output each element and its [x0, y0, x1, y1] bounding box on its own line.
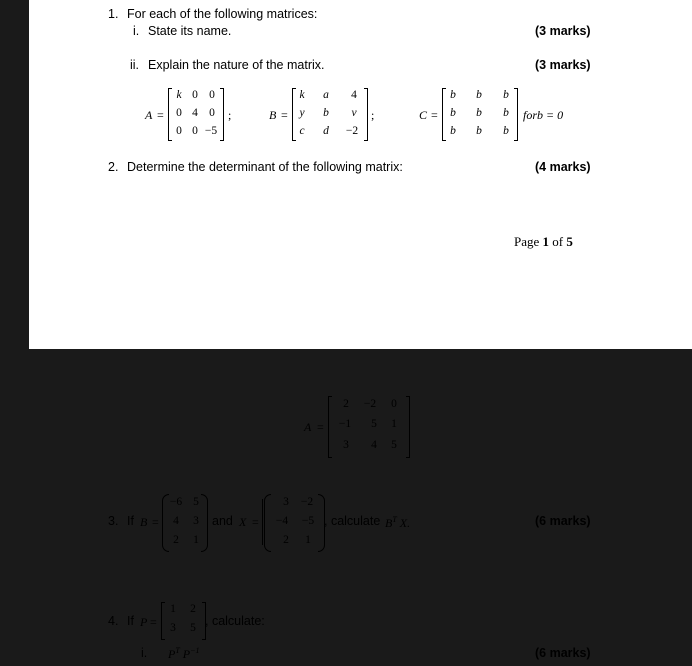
q1-matrix-a-name: A — [145, 108, 153, 122]
matrix-cell: b — [450, 107, 456, 119]
matrix-cell: 5 — [371, 418, 377, 430]
matrix-cell: 0 — [209, 107, 215, 119]
matrix-cell: c — [299, 125, 305, 137]
q3-marks: (6 marks) — [535, 514, 591, 528]
matrix-cell: 4 — [192, 107, 198, 119]
p2-matrix-a — [328, 396, 410, 458]
q1-matrix-b-name: B — [269, 108, 277, 122]
matrix-cell: −2 — [300, 496, 314, 508]
matrix-cell: 1 — [193, 534, 199, 546]
matrix-cell: −2 — [345, 125, 359, 137]
matrix-cell: 5 — [391, 439, 397, 451]
q1-matrix-b-sep: ; — [371, 108, 375, 122]
q4-calc: , calculate: — [205, 614, 265, 628]
matrix-cell: 4 — [371, 439, 377, 451]
matrix-cell: v — [351, 107, 357, 119]
matrix-cell: 3 — [283, 496, 289, 508]
q1-matrix-c — [442, 88, 518, 141]
q3-x-name: X — [239, 515, 247, 529]
q4-number: 4. — [108, 614, 119, 628]
matrix-cell: −6 — [169, 496, 183, 508]
matrix-cell: y — [299, 107, 305, 119]
matrix-cell: −1 — [338, 418, 352, 430]
p2-matrix-a-name: A — [304, 420, 312, 434]
matrix-cell: −2 — [363, 398, 377, 410]
matrix-cell: a — [323, 89, 329, 101]
matrix-cell: −5 — [204, 125, 218, 137]
q1-matrix-a-sep: ; — [228, 108, 232, 122]
matrix-cell: 5 — [190, 622, 196, 634]
q2-number: 2. — [108, 160, 119, 174]
matrix-cell: b — [476, 107, 482, 119]
q1-text: For each of the following matrices: — [127, 7, 318, 21]
matrix-cell: b — [450, 89, 456, 101]
q4-p-name: P — [140, 615, 148, 629]
matrix-cell: k — [176, 89, 182, 101]
matrix-cell: b — [323, 107, 329, 119]
page-footer: Page 1 of 5 — [514, 234, 573, 249]
q3-number: 3. — [108, 514, 119, 528]
matrix-cell: b — [503, 125, 509, 137]
matrix-cell: b — [476, 125, 482, 137]
matrix-cell: 0 — [192, 125, 198, 137]
page2-background — [0, 317, 692, 666]
q2-text: Determine the determinant of the following matrix: — [127, 160, 403, 174]
matrix-cell: d — [323, 125, 329, 137]
q3-calc: , calculate — [324, 514, 381, 528]
matrix-cell: 0 — [391, 398, 397, 410]
matrix-cell: 0 — [209, 89, 215, 101]
matrix-cell: b — [503, 89, 509, 101]
q1-number: 1. — [108, 7, 119, 21]
matrix-cell: 0 — [176, 125, 182, 137]
matrix-cell: 0 — [176, 107, 182, 119]
matrix-cell: 1 — [391, 418, 397, 430]
q4-part-i-expr: $P^T$ $P^{-1}$ — [168, 646, 200, 661]
q1-matrix-c-name: C — [419, 108, 428, 122]
matrix-cell: 2 — [343, 398, 349, 410]
q1-part-i-text: State its name. — [148, 24, 232, 38]
matrix-cell: 5 — [193, 496, 199, 508]
q1-part-ii-marks: (3 marks) — [535, 58, 591, 72]
matrix-cell: 2 — [190, 603, 196, 615]
matrix-cell: 1 — [305, 534, 311, 546]
matrix-cell: 3 — [343, 439, 349, 451]
matrix-cell: b — [450, 125, 456, 137]
q3-b-name: B — [140, 515, 148, 529]
q3-expr: $B^T$ X. — [385, 515, 411, 530]
q4-matrix-p — [161, 602, 206, 640]
matrix-cell: 3 — [193, 515, 199, 527]
q3-if: If — [127, 514, 134, 528]
matrix-cell: 2 — [173, 534, 179, 546]
matrix-cell: k — [299, 89, 305, 101]
q1-matrix-b — [292, 88, 368, 141]
q1-part-ii-text: Explain the nature of the matrix. — [148, 58, 325, 72]
q4-if: If — [127, 614, 134, 628]
matrix-cell: 3 — [170, 622, 176, 634]
q3-matrix-x — [264, 494, 325, 552]
matrix-cell: 0 — [192, 89, 198, 101]
matrix-cell: −5 — [301, 515, 315, 527]
q1-part-i-marks: (3 marks) — [535, 24, 591, 38]
q1-part-i-label: i. — [133, 24, 140, 38]
q2-marks: (4 marks) — [535, 160, 591, 174]
matrix-cell: −4 — [275, 515, 289, 527]
q1-part-ii-label: ii. — [130, 58, 140, 72]
matrix-cell: 4 — [173, 515, 179, 527]
q4-part-i-marks: (6 marks) — [535, 646, 591, 660]
page2-paper — [29, 0, 692, 349]
q4-part-i-label: i. — [141, 646, 148, 660]
q1-matrix-a — [168, 88, 224, 141]
matrix-cell: 2 — [283, 534, 289, 546]
matrix-cell: 1 — [170, 603, 176, 615]
matrix-cell: 4 — [351, 89, 357, 101]
q3-matrix-b — [162, 494, 208, 552]
q1-matrix-c-condition: forb = 0 — [523, 108, 564, 122]
matrix-cell: b — [476, 89, 482, 101]
q3-x-bar — [262, 499, 263, 545]
q3-and: and — [212, 514, 233, 528]
matrix-cell: b — [503, 107, 509, 119]
